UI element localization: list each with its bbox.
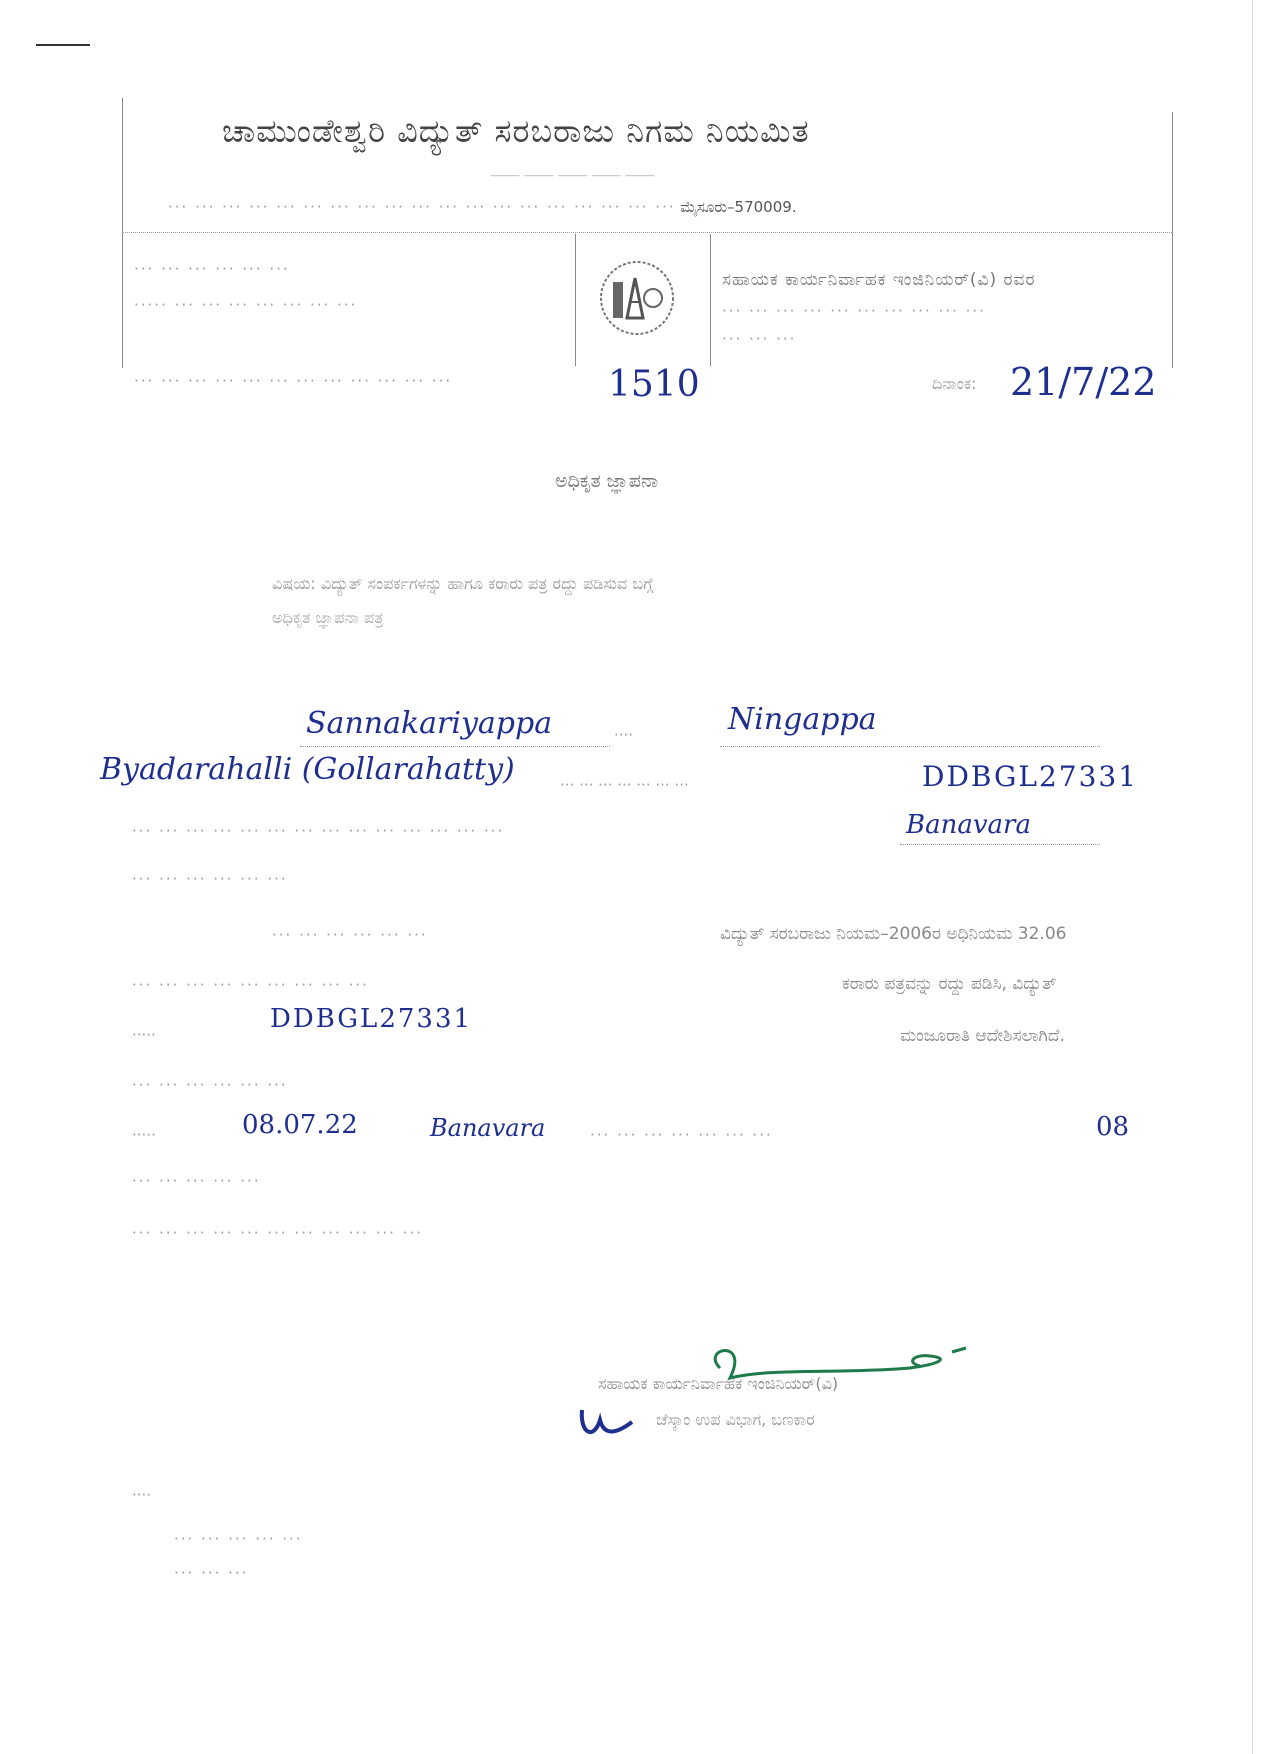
filled-place: Banavara — [430, 1114, 546, 1142]
father-name-line — [720, 746, 1100, 747]
scan-mark-top — [36, 44, 90, 46]
subject-line-1: ವಿಷಯ: ವಿದ್ಯುತ್ ಸಂಪರ್ಕಗಳನ್ನು ಹಾಗೂ ಕರಾರು ಪತ್ರ ರದ್ದು ಪಡಿಸುವ ಬಗ್ಗೆ — [272, 574, 654, 593]
consumer-name-line — [300, 746, 610, 747]
date-prefix: ····· — [132, 1126, 156, 1144]
rr-number-repeat: DDBGL27331 — [270, 1004, 473, 1034]
phone-line: ··· ··· ··· ··· ··· ··· — [134, 260, 290, 278]
body-line-3-end: ಮಂಜೂರಾತಿ ಆದೇಶಿಸಲಾಗಿದೆ. — [900, 1026, 1065, 1046]
village-name: Byadarahalli (Gollarahatty) — [100, 752, 515, 787]
rr-label: ··· ··· ··· ··· ··· ··· ··· — [560, 776, 689, 794]
reference-prefix: ··· ··· ··· ··· ··· ··· ··· ··· ··· ··· ··· ··· — [134, 372, 453, 390]
company-logo — [595, 256, 679, 340]
body-line-2-start: ··· ··· ··· ··· ··· ··· ··· ··· ··· — [132, 976, 369, 994]
body-line-4: ··· ··· ··· ··· ··· ··· — [132, 1076, 288, 1094]
scan-edge-right — [1252, 0, 1253, 1754]
email-line: ····· ··· ··· ··· ··· ··· ··· ··· — [134, 296, 358, 314]
location-name: Banavara — [906, 810, 1031, 840]
item-number: 08 — [1096, 1112, 1130, 1142]
body-line-2-end: ಕರಾರು ಪತ್ರವನ್ನು ರದ್ದು ಪಡಿಸಿ, ವಿದ್ಯುತ್ — [842, 974, 1057, 994]
body-line-1-start: ··· ··· ··· ··· ··· ··· — [272, 926, 428, 944]
closing-line: ··· ··· ··· ··· ··· ··· ··· ··· ··· ··· ··· — [132, 1224, 424, 1242]
initials-icon — [576, 1400, 636, 1444]
letterhead-divider — [122, 232, 1172, 233]
filled-date: 08.07.22 — [242, 1110, 358, 1140]
father-name: Ningappa — [728, 702, 877, 737]
company-name: ಚಾಮುಂಡೇಶ್ವರಿ ವಿದ್ಯುತ್ ಸರಬರಾಜು ನಿಗಮ ನಿಯಮಿತ — [222, 112, 810, 150]
copy-to-item-1: ··· ··· ··· ··· ··· — [174, 1530, 303, 1548]
rr-number: DDBGL27331 — [922, 760, 1139, 793]
reference-date: 21/7/22 — [1010, 360, 1157, 404]
logo-box-right — [710, 234, 711, 366]
line4-text: ··· ··· ··· ··· ··· ··· — [132, 870, 288, 888]
letterhead-left-rule — [122, 98, 123, 368]
location-line — [900, 844, 1100, 845]
company-logo-icon — [595, 256, 679, 340]
line3-text: ··· ··· ··· ··· ··· ··· ··· ··· ··· ··· ··· ··· ··· ··· — [132, 822, 505, 840]
handwritten-signature — [690, 1338, 990, 1408]
initials-mark — [576, 1400, 636, 1444]
letterhead-subtitle: ⸻ ⸻ ⸻ ⸻ ⸻ — [490, 168, 655, 182]
relation-label: ···· — [614, 726, 634, 744]
date-line-middle: ··· ··· ··· ··· ··· ··· ··· — [590, 1126, 773, 1144]
company-address: ··· ··· ··· ··· ··· ··· ··· ··· ··· ··· ··· ··· ··· ··· ··· ··· ··· ··· ··· ಮೈಸೂರು–570009. — [168, 198, 797, 216]
signatory-office: ಚೆಸ್ಕಾಂ ಉಪ ವಿಭಾಗ, ಬಣಕಾರ — [656, 1410, 815, 1429]
right-address-block: ಸಹಾಯಕ ಕಾರ್ಯನಿರ್ವಾಹಕ ಇಂಜಿನಿಯರ್(ವಿ) ರವರ ··· ··· ··· ··· ··· ··· ··· ··· ··· ··· ··· ··· ··· — [722, 270, 1036, 348]
letterhead-right-rule — [1172, 112, 1173, 368]
consumer-name: Sannakariyappa — [306, 706, 553, 741]
date-line-2: ··· ··· ··· ··· ··· — [132, 1172, 261, 1190]
signatory-title: ಸಹಾಯಕ ಕಾರ್ಯನಿರ್ವಾಹಕ ಇಂಜಿನಿಯರ್(ವಿ) — [598, 1374, 839, 1393]
signature-scribble-icon — [690, 1338, 990, 1408]
notice-title: ಅಧಿಕೃತ ಜ್ಞಾಪನಾ — [555, 470, 659, 492]
act-reference: ವಿದ್ಯುತ್ ಸರಬರಾಜು ನಿಯಮ–2006ರ ಅಧಿನಿಯಮ 32.06 — [720, 924, 1067, 944]
logo-box-left — [575, 234, 576, 366]
body-line-3-start: ····· — [132, 1026, 156, 1044]
copy-to-item-2: ··· ··· ··· — [174, 1564, 249, 1582]
subject-line-2: ಅಧಿಕೃತ ಜ್ಞಾಪನಾ ಪತ್ರ — [272, 608, 384, 627]
date-label: ದಿನಾಂಕ: — [932, 374, 977, 393]
reference-number: 1510 — [608, 364, 700, 405]
copy-to-label: ···· — [132, 1486, 152, 1504]
